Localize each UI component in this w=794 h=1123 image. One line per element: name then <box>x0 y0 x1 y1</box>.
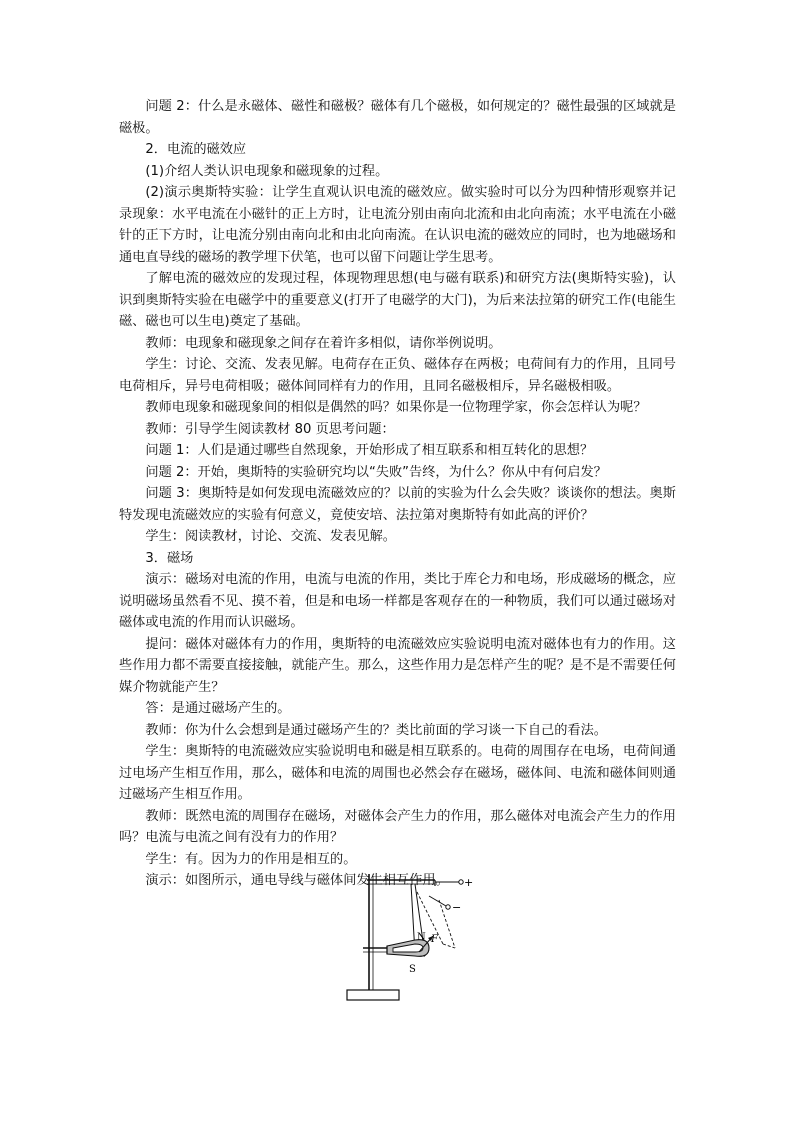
positive-label: + <box>464 876 473 889</box>
wire-magnet-apparatus <box>343 870 473 1005</box>
paragraph: (1)介绍人类认识电现象和磁现象的过程。 <box>145 163 389 179</box>
north-pole-label: N <box>417 932 426 943</box>
paragraph: 演示：磁场对电流的作用，电流与电流的作用，类比于库仑力和电场，形成磁场的概念，应说明磁场虽然看不见、摸不着，但是和电场一样都是客观存在的一种物质，我们可以通过磁场对磁体或电流的作用而认识磁场。 <box>119 572 676 630</box>
south-pole-label: S <box>409 964 416 975</box>
paragraph: 答：是通过磁场产生的。 <box>145 701 291 716</box>
paragraph: (2)演示奥斯特实验：让学生直观认识电流的磁效应。做实验时可以分为四种情形观察并记录现象：水平电流在小磁针的正上方时，让电流分别由南向北流和由北向南流；水平电流在小磁针的正下方时，让电流分别由南向北和由北向南流。在认识电流的磁效应的同时，也为地磁场和通电直导线的磁场的教学埋下伏笔，也可以留下问题让学生思考。 <box>119 185 676 265</box>
document-body <box>119 96 676 892</box>
paragraph: 问题 3：奥斯特是如何发现电流磁效应的？以前的实验为什么会失败？谈谈你的想法。奥斯特发现电流磁效应的实验有何意义，竟使安培、法拉第对奥斯特有如此高的评价？ <box>119 486 676 523</box>
negative-label: − <box>452 901 462 914</box>
negative-terminal <box>446 905 450 909</box>
paragraph: 问题 2：开始，奥斯特的实验研究均以“失败”告终，为什么？你从中有何启发？ <box>145 464 607 480</box>
paragraph: 问题 1：人们是通过哪些自然现象，开始形成了相互联系和相互转化的思想？ <box>145 443 594 458</box>
paragraph: 教师：你为什么会想到是通过磁场产生的？类比前面的学习谈一下自己的看法。 <box>145 722 607 738</box>
experiment-figure <box>343 870 473 1005</box>
paragraph: 学生：讨论、交流、发表见解。电荷存在正负、磁体存在两极；电荷间有力的作用，且同号电荷相斥，异号电荷相吸；磁体间同样有力的作用，且同名磁极相斥，异名磁极相吸。 <box>119 357 676 394</box>
paragraph: 教师电现象和磁现象间的相似是偶然的吗？如果你是一位物理学家，你会怎样认为呢？ <box>145 400 647 415</box>
paragraph: 学生：奥斯特的电流磁效应实验说明电和磁是相互联系的。电荷的周围存在电场，电荷间通过电场产生相互作用，那么，磁体和电流的周围也必然会存在磁场，磁体间、电流和磁体间则通过磁场产生相互作用。 <box>119 744 676 802</box>
paragraph: 提问：磁体对磁体有力的作用，奥斯特的电流磁效应实验说明电流对磁体也有力的作用。这些作用力都不需要直接接触，就能产生。那么，这些作用力是怎样产生的呢？是不是不需要任何媒介物就能产生？ <box>119 636 676 695</box>
paragraph: 了解电流的磁效应的发现过程，体现物理思想(电与磁有联系)和研究方法(奥斯特实验)，认识到奥斯特实验在电磁学中的重要意义(打开了电磁学的大门)，为后来法拉第的研究工作(电能生磁、磁也可以生电)奠定了基础。 <box>119 271 676 329</box>
paragraph: 问题 2：什么是永磁体、磁性和磁极？磁体有几个磁极，如何规定的？磁性最强的区域就是磁极。 <box>119 99 676 136</box>
paragraph: 演示：如图所示，通电导线与磁体间发生相互作用。 <box>145 873 449 888</box>
paragraph: 教师：引导学生阅读教材 80 页思考问题： <box>145 421 395 437</box>
paragraph: 学生：有。因为力的作用是相互的。 <box>145 851 357 867</box>
paragraph: 学生：阅读教材，讨论、交流、发表见解。 <box>145 529 396 544</box>
positive-terminal <box>459 880 463 884</box>
paragraph: 教师：电现象和磁现象之间存在着许多相似，请你举例说明。 <box>145 335 502 351</box>
section-heading: 3．磁场 <box>145 550 194 566</box>
section-heading: 2．电流的磁效应 <box>145 142 247 157</box>
paragraph: 教师：既然电流的周围存在磁场，对磁体会产生力的作用，那么磁体对电流会产生力的作用吗？电流与电流之间有没有力的作用？ <box>119 808 676 845</box>
stand-base <box>347 990 399 1000</box>
force-label: F <box>431 934 438 945</box>
